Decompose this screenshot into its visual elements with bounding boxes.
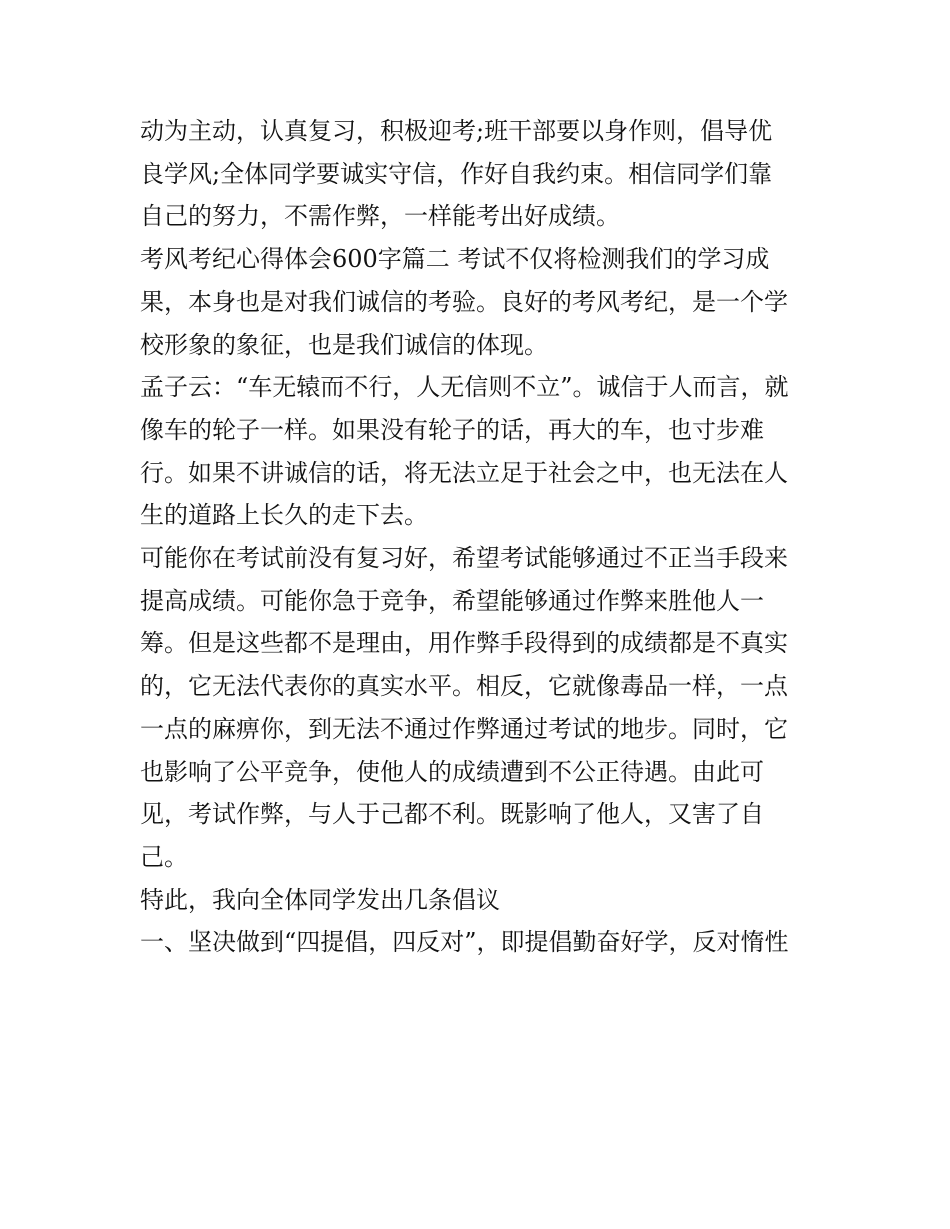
paragraph-3: 孟子云：“车无辕而不行，人无信则不立”。诚信于人而言，就 像车的轮子一样。如果没有轮子的话，再大的车，也寸步难 行。如果不讲诚信的话，将无法立足于社会之中，也无法在人 生的道路上长久的走下去。	[140, 373, 789, 530]
paragraph-2: 考风考纪心得体会600字篇二 考试不仅将检测我们的学习成 果，本身也是对我们诚信的考验。良好的考风考纪，是一个学 校形象的象征，也是我们诚信的体现。	[140, 245, 788, 359]
paragraph-6: 一、坚决做到“四提倡，四反对”，即提倡勤奋好学，反对惰性	[140, 928, 789, 957]
paragraph-5: 特此，我向全体同学发出几条倡议	[140, 885, 500, 914]
document-body	[140, 110, 820, 964]
paragraph-1: 动为主动，认真复习，积极迎考;班干部要以身作则，倡导优 良学风;全体同学要诚实守信，作好自我约束。相信同学们靠 自己的努力，不需作弊，一样能考出好成绩。	[140, 117, 773, 231]
paragraph-4: 可能你在考试前没有复习好，希望考试能够通过不正当手段来 提高成绩。可能你急于竞争，希望能够通过作弊来胜他人一 筹。但是这些都不是理由，用作弊手段得到的成绩都是不真实 的，它无法代表你的真实水平。相反，它就像毒品一样，一点 一点的麻痹你，到无法不通过作弊通过考试的地步。同时，它 也影响了公平竞争，使他人的成绩遭到不公正待遇。由此可 见，考试作弊，与人于己都不利。既影响了他人，又害了自 己。	[140, 544, 788, 871]
